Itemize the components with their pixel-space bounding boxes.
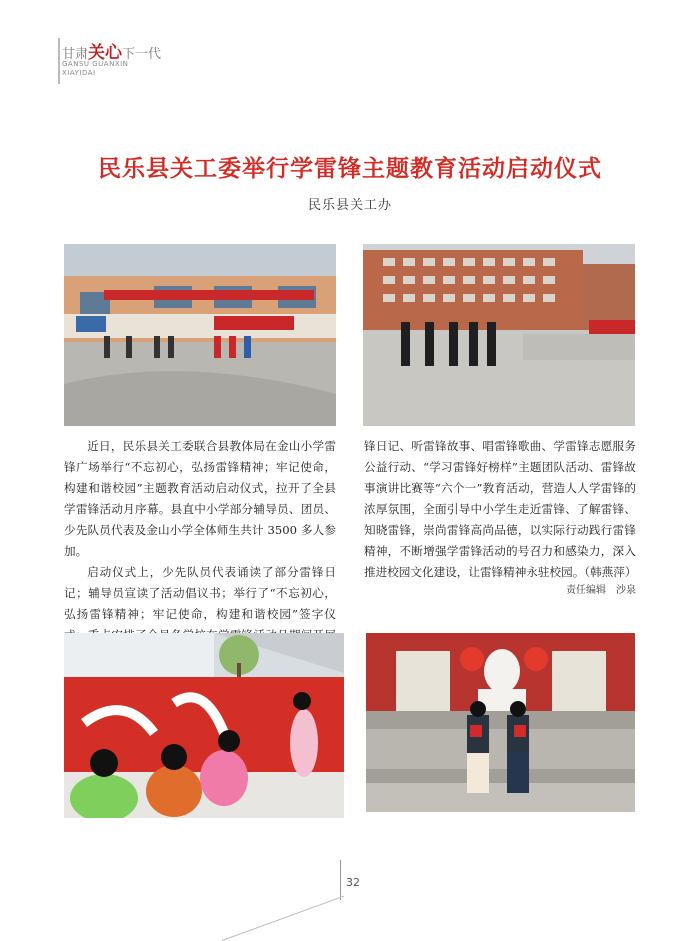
photo-children-signing-art [64,633,344,818]
photo-ceremony-stage [64,244,336,426]
logo-bar [58,38,60,84]
paragraph: 近日，民乐县关工委联合县教体局在金山小学雷锋广场举行“不忘初心，弘扬雷锋精神；牢记使命，构建和谐校园”主题教育活动启动仪式，拉开了全县学雷锋活动月序幕。县直中小学部分辅导员、团员、少先队员代表及金山小学全体师生共计 3500 多人参加。 [64,439,336,558]
photo-ceremony-stage-art [64,244,336,426]
photo-officials-square-art [363,244,635,426]
logo-cn-b: 关心 [88,43,123,63]
responsible-editor: 责任编辑 沙泉 [566,585,636,596]
paragraph: 启动仪式上，少先队员代表诵读了部分雷锋日记；辅导员宣读了活动倡议书；举行了“不忘初心，弘扬雷锋精神；牢记使命，构建和谐校园”签字仪 [64,565,336,621]
logo-en-line2: XIAYIDAI [62,69,96,77]
decorative-diagonal [222,896,345,941]
logo-en-line1: GANSU GUANXIN [62,60,129,68]
article-byline: 民乐县关工办 [307,198,392,213]
logo-cn-a: 甘肃 [62,47,89,62]
photo-children-reading [366,633,635,812]
page-number-rule [340,860,341,900]
article-column-right [364,436,636,583]
photo-children-reading-art [366,633,635,812]
page-number: 32 [346,876,360,889]
logo-cn-c: 下一代 [122,47,162,62]
photo-officials-square [363,244,635,426]
paragraph: 锋日记、听雷锋故事、唱雷锋歌曲、学雷锋志愿服务公益行动、“学习雷锋好榜样”主题团队活动、雷锋故事演讲比赛等“六个一”教育活动，营造人人学雷锋的浓厚氛围，全面引导中小学生走近雷锋、了解雷锋、知晓雷锋，崇尚雷锋高尚品德，以实际行动践行雷锋精神，不断增强学雷锋活动的号召力和感染力，深入推进校园文化建设，让雷锋精神永驻校园。（韩燕萍） [364,439,637,579]
magazine-logo [62,38,202,98]
photo-children-signing [64,633,344,818]
article-title: 民乐县关工委举行学雷锋主题教育活动启动仪式 [98,155,602,182]
logo-english [62,60,182,78]
